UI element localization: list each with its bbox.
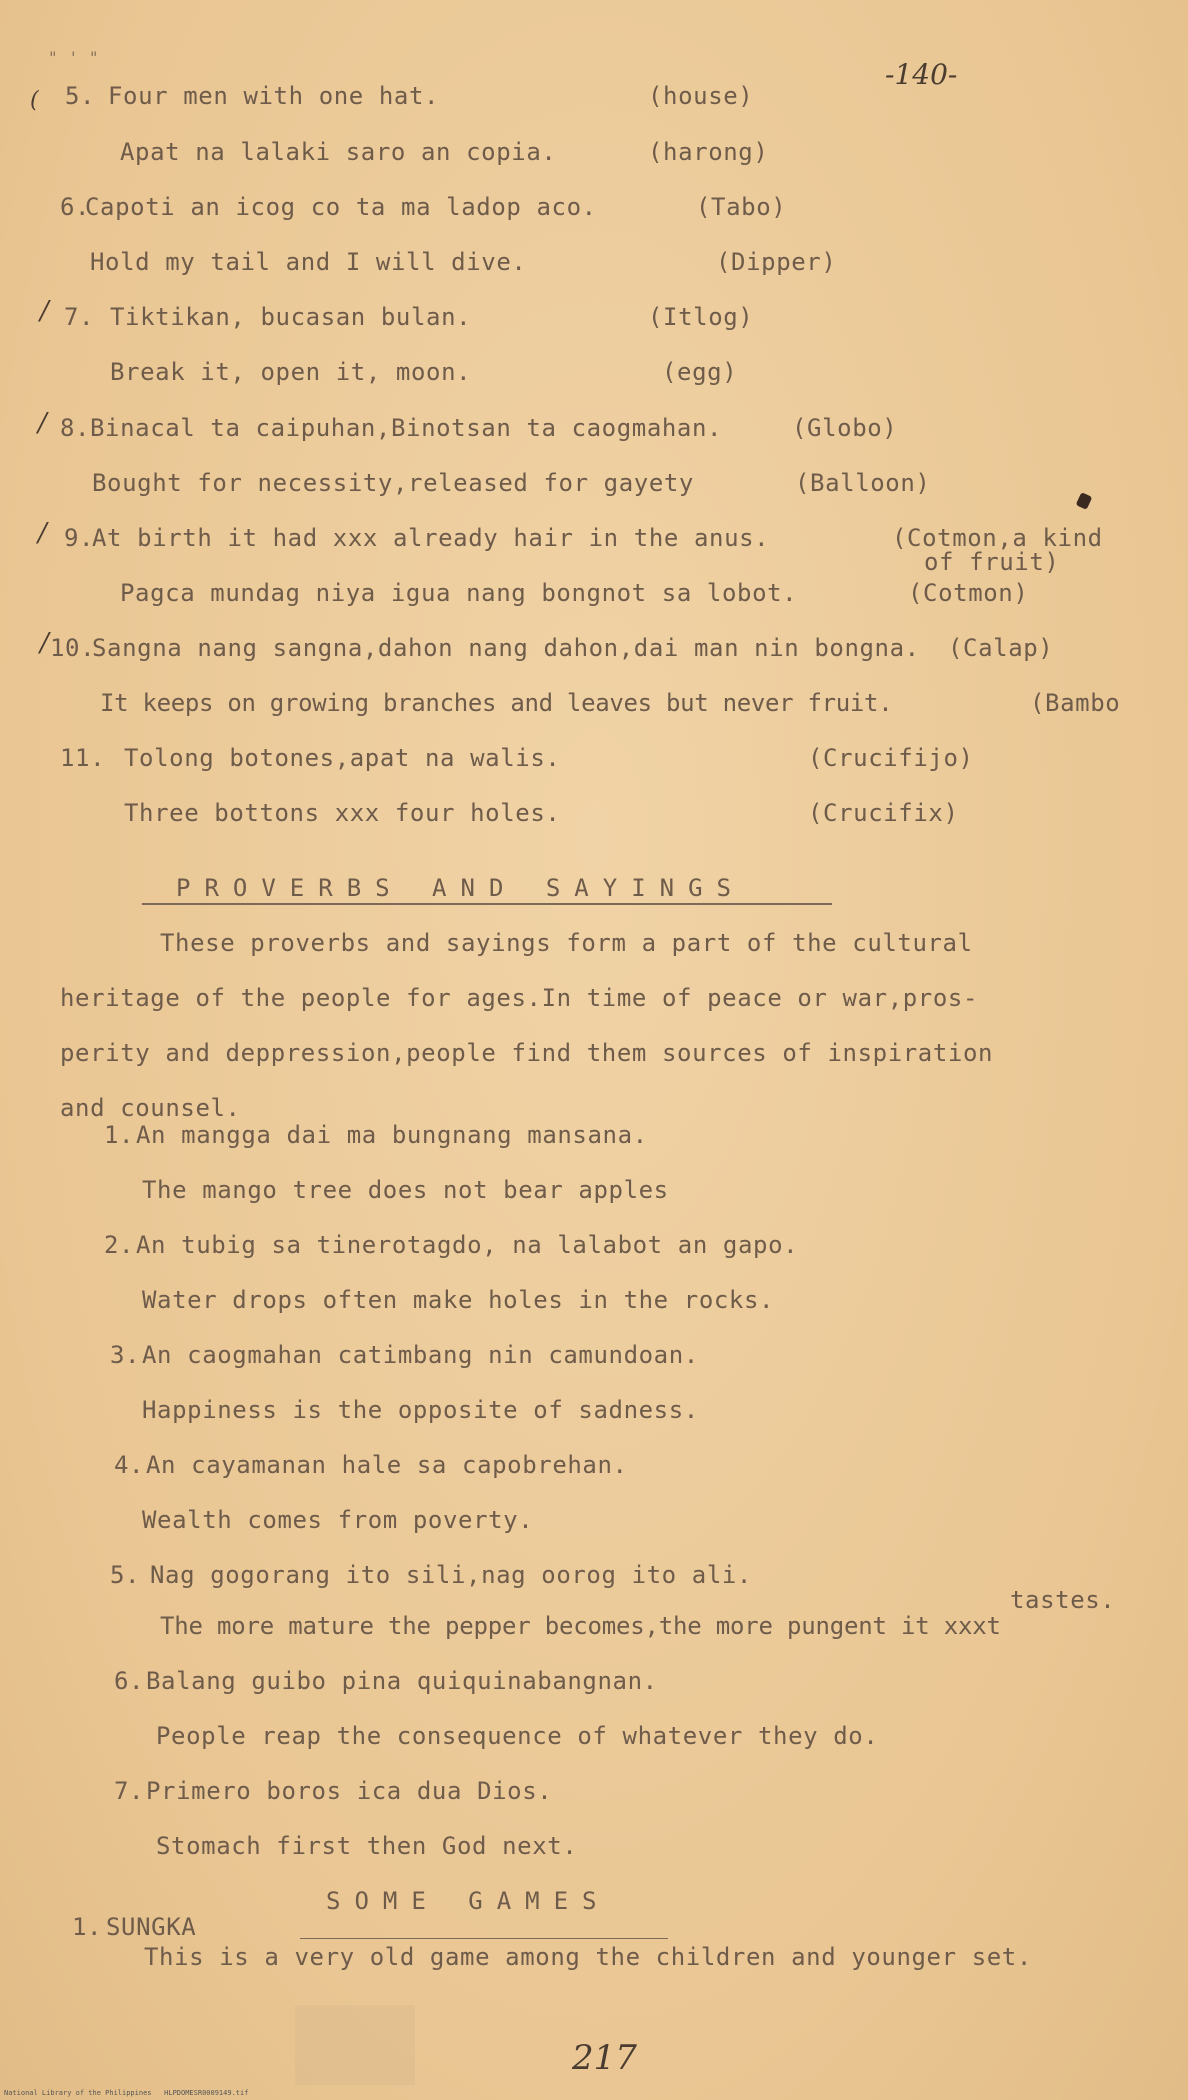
riddle-text: Four men with one hat.	[108, 82, 440, 110]
proverb-text: An cayamanan hale sa capobrehan.	[146, 1451, 628, 1479]
proverb-text: Nag gogorang ito sili,nag oorog ito ali.	[150, 1561, 752, 1589]
proverb-number: 3.	[110, 1341, 141, 1369]
margin-mark: (	[30, 88, 39, 113]
riddle-text: Pagca mundag niya igua nang bongnot sa lobot.	[120, 579, 798, 607]
archive-footer: National Library of the Philippines HLPDOMESR0009149.tif	[4, 2089, 249, 2097]
proverb-translation-correction: tastes.	[1010, 1586, 1116, 1614]
riddle-text: Break it, open it, moon.	[110, 358, 472, 386]
proverb-number: 7.	[114, 1777, 145, 1805]
riddle-text: Sangna nang sangna,dahon nang dahon,dai man nin bongna.	[92, 634, 920, 662]
riddle-text: It keeps on growing branches and leaves but never fruit.	[100, 689, 893, 717]
proverb-number: 4.	[114, 1451, 145, 1479]
intro-line: These proverbs and sayings form a part of the cultural	[160, 929, 973, 957]
top-marks: " ' "	[48, 48, 100, 67]
margin-mark: /	[40, 628, 49, 658]
proverb-translation: Stomach first then God next.	[156, 1832, 578, 1860]
game-description: This is a very old game among the children and younger set.	[144, 1943, 1032, 1971]
riddle-answer: (Tabo)	[696, 193, 787, 221]
game-number: 1.	[72, 1913, 103, 1941]
riddle-answer-continued: of fruit)	[924, 548, 1060, 576]
proverb-translation: The mango tree does not bear apples	[142, 1176, 669, 1204]
games-heading: SOME GAMES	[326, 1887, 611, 1915]
riddle-answer: (Bambo	[1030, 689, 1121, 717]
riddle-answer: (Crucifix)	[808, 799, 959, 827]
proverb-number: 1.	[104, 1121, 135, 1149]
margin-mark: /	[38, 408, 47, 438]
handwritten-number: 217	[572, 2038, 637, 2078]
riddle-answer: (Itlog)	[648, 303, 754, 331]
ink-blot	[1076, 492, 1093, 510]
margin-mark: /	[38, 518, 47, 548]
proverb-translation: Water drops often make holes in the rocks.	[142, 1286, 775, 1314]
intro-line: perity and deppression,people find them sources of inspiration	[60, 1039, 994, 1067]
riddle-answer: (Crucifijo)	[808, 744, 974, 772]
riddle-answer: (Cotmon)	[908, 579, 1029, 607]
riddle-answer: (harong)	[648, 138, 769, 166]
proverb-translation: Wealth comes from poverty.	[142, 1506, 534, 1534]
riddle-number: 11.	[60, 744, 106, 772]
proverb-translation: People reap the consequence of whatever they do.	[156, 1722, 879, 1750]
paper-stain	[295, 2005, 415, 2085]
riddle-number: 9.	[64, 524, 95, 552]
game-name: SUNGKA	[106, 1913, 197, 1941]
proverb-text: An tubig sa tinerotagdo, na lalabot an gapo.	[136, 1231, 799, 1259]
proverb-text: An mangga dai ma bungnang mansana.	[136, 1121, 648, 1149]
riddle-text: Tolong botones,apat na walis.	[124, 744, 561, 772]
intro-line: heritage of the people for ages.In time of peace or war,pros-	[60, 984, 979, 1012]
heading-underline	[300, 1938, 668, 1939]
riddle-text: Binacal ta caipuhan,Binotsan ta caogmahan.	[90, 414, 723, 442]
riddle-number: 7.	[64, 303, 95, 331]
riddle-answer: (house)	[648, 82, 754, 110]
page-number: -140-	[885, 58, 958, 91]
proverb-number: 6.	[114, 1667, 145, 1695]
proverb-number: 5.	[110, 1561, 141, 1589]
proverb-text: Primero boros ica dua Dios.	[146, 1777, 553, 1805]
margin-mark: /	[40, 296, 49, 326]
riddle-text: Three bottons xxx four holes.	[124, 799, 561, 827]
riddle-number: 5.	[65, 82, 96, 110]
riddle-answer: (Dipper)	[716, 248, 837, 276]
proverbs-heading: PROVERBS AND SAYINGS	[176, 874, 745, 902]
riddle-answer: (Globo)	[792, 414, 898, 442]
intro-line: and counsel.	[60, 1094, 241, 1122]
proverb-translation: Happiness is the opposite of sadness.	[142, 1396, 699, 1424]
riddle-answer: (Cotmon,a kind	[892, 524, 1103, 552]
heading-underline	[142, 903, 832, 905]
riddle-number: 6.	[60, 193, 91, 221]
riddle-number: 10.	[50, 634, 96, 662]
riddle-text: Tiktikan, bucasan bulan.	[110, 303, 472, 331]
proverb-translation: The more mature the pepper becomes,the more pungent it xxxt	[160, 1612, 1001, 1640]
riddle-text: Hold my tail and I will dive.	[90, 248, 527, 276]
riddle-number: 8.	[60, 414, 91, 442]
riddle-text: At birth it had xxx already hair in the anus.	[92, 524, 770, 552]
riddle-text: Capoti an icog co ta ma ladop aco.	[85, 193, 597, 221]
riddle-text: Bought for necessity,released for gayety	[92, 469, 694, 497]
proverb-text: Balang guibo pina quiquinabangnan.	[146, 1667, 658, 1695]
proverb-text: An caogmahan catimbang nin camundoan.	[142, 1341, 699, 1369]
riddle-text: Apat na lalaki saro an copia.	[120, 138, 557, 166]
riddle-answer: (Calap)	[948, 634, 1054, 662]
riddle-answer: (egg)	[662, 358, 738, 386]
proverb-number: 2.	[104, 1231, 135, 1259]
riddle-answer: (Balloon)	[795, 469, 931, 497]
